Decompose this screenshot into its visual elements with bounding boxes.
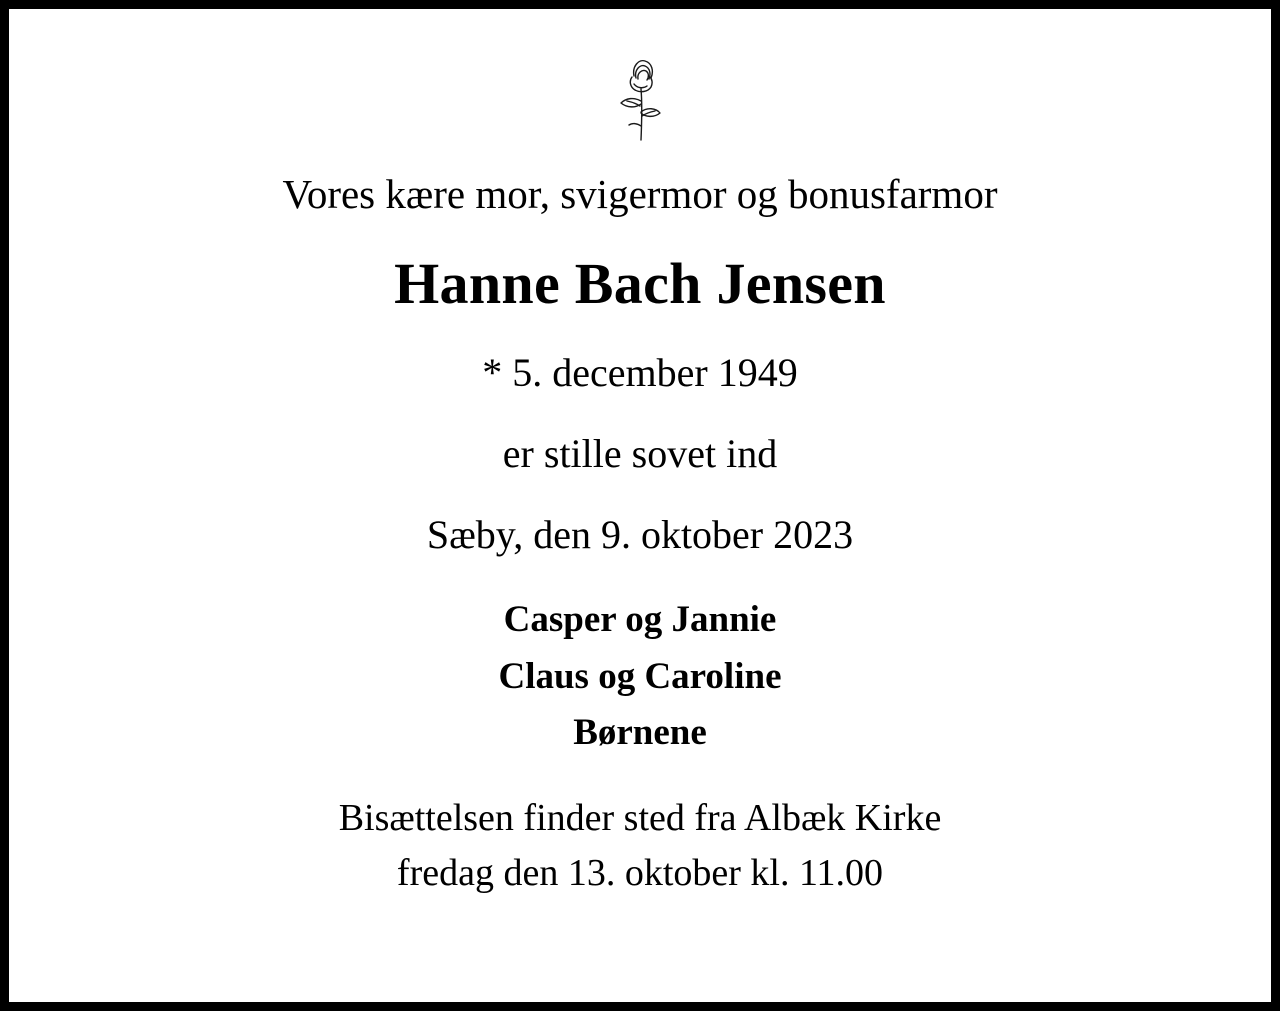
service-line: Bisættelsen finder sted fra Albæk Kirke — [338, 797, 942, 840]
survivor-line: Børnene — [573, 711, 707, 753]
deceased-name: Hanne Bach Jensen — [394, 251, 886, 317]
service-details — [339, 791, 942, 901]
intro-text: Vores kære mor, svigermor og bonusfarmor — [282, 171, 998, 217]
survivors-list — [498, 592, 781, 761]
place-and-date: Sæby, den 9. oktober 2023 — [426, 512, 854, 558]
service-line: fredag den 13. oktober kl. 11.00 — [396, 852, 884, 895]
passing-phrase: er stille sovet ind — [502, 431, 778, 476]
birth-date: * 5. december 1949 — [482, 349, 798, 395]
rose-icon — [595, 51, 685, 156]
survivor-line: Claus og Caroline — [498, 655, 782, 697]
survivor-line: Casper og Jannie — [503, 599, 777, 641]
